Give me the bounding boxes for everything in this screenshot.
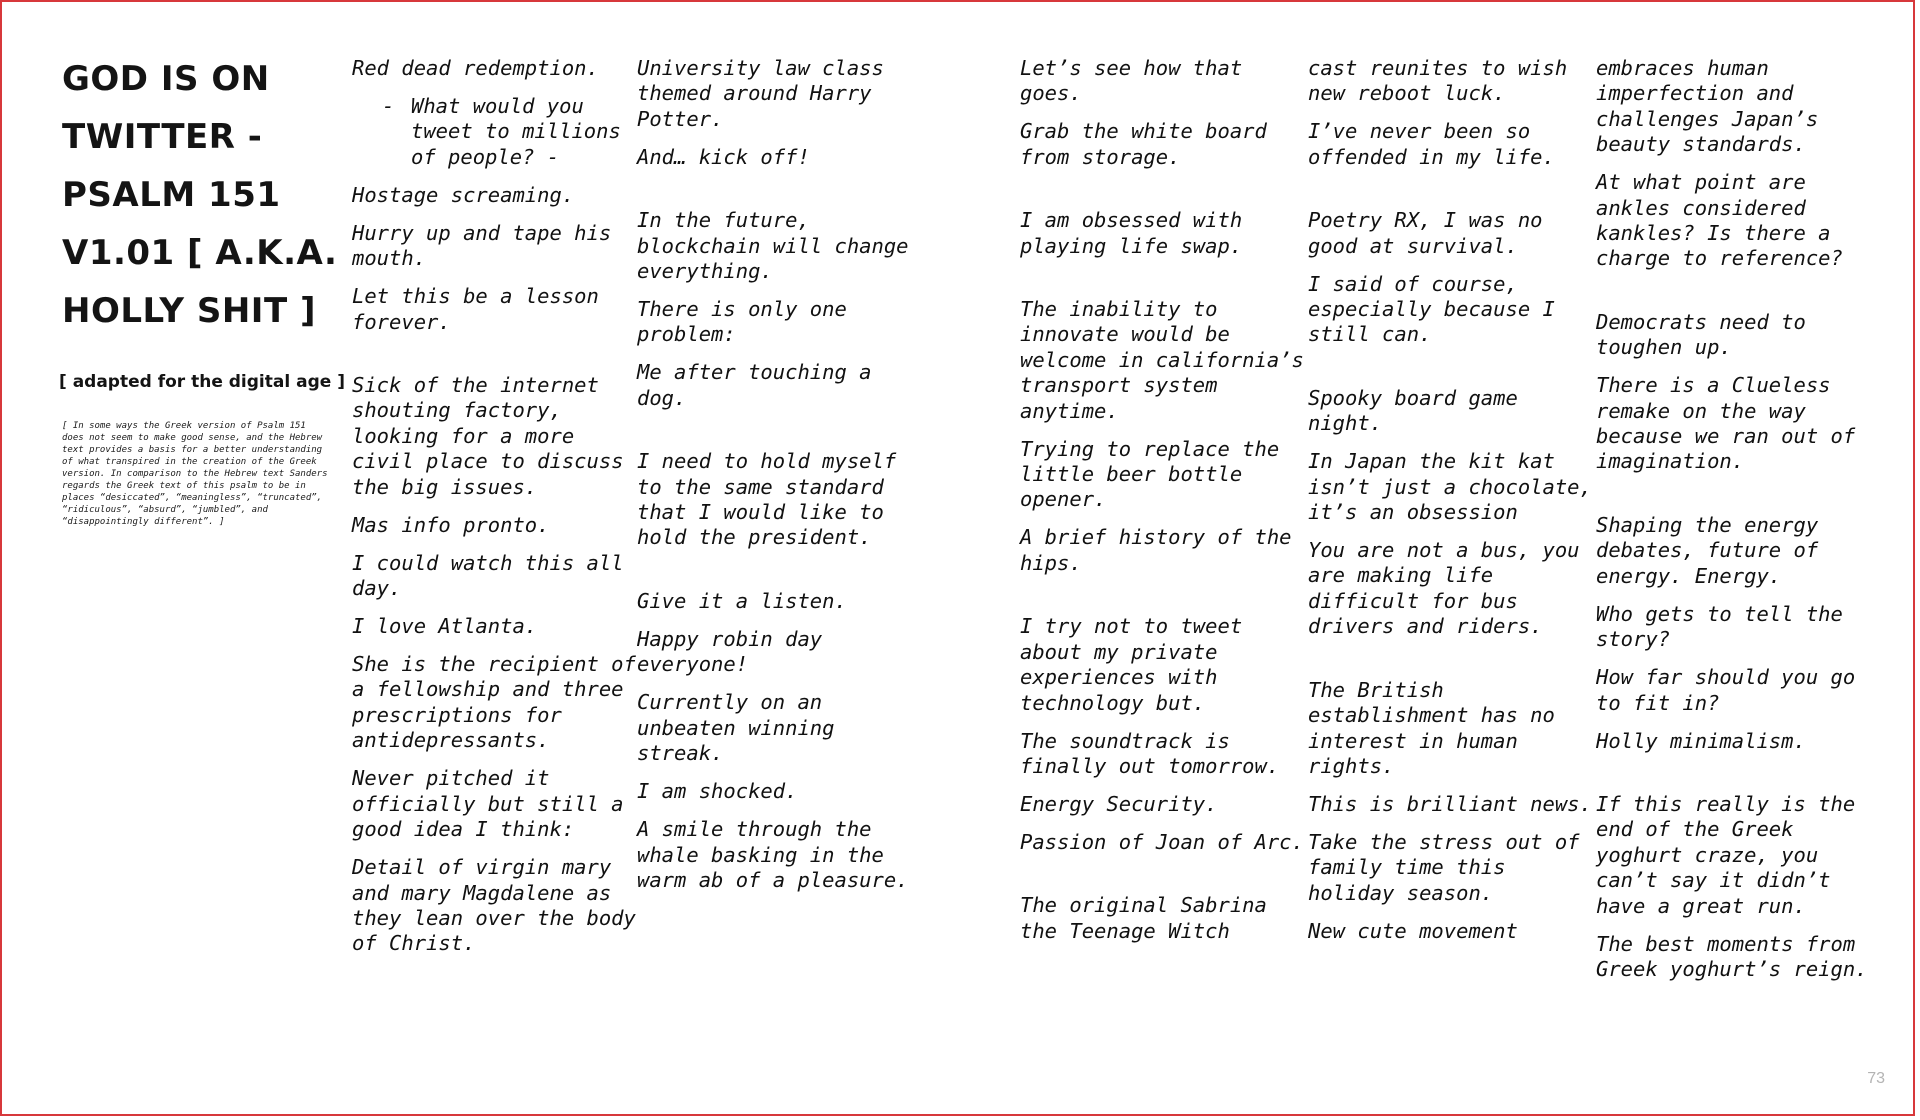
tweet-line: Me after touching a dog. <box>637 360 872 410</box>
tweet-line: Red dead redemption. <box>352 56 599 80</box>
tweet-line: Spooky board game night. <box>1308 385 1518 436</box>
tweet-line: I said of course, especially because I still can. <box>1308 271 1555 347</box>
tweet-line: In Japan the kit kat isn’t just a chocolate, it’s an obsession <box>1308 449 1592 525</box>
tweet-line: The British establishment has no interest in human rights. <box>1308 677 1555 778</box>
tweet-line: Shaping the energy debates, future of energy. Energy. <box>1596 512 1819 588</box>
tweet-line: I am shocked. <box>637 779 798 804</box>
tweet-line: Currently on an unbeaten winning streak. <box>637 690 835 766</box>
tweet-line: I love Atlanta. <box>352 614 538 639</box>
text-column-5 <box>1596 56 1886 995</box>
text-column-1 <box>352 56 642 969</box>
tweet-line: If this really is the end of the Greek yoghurt craze, you can’t say it didn’t have a great run. <box>1596 791 1856 918</box>
tweet-line: Give it a listen. <box>637 588 847 613</box>
tweet-line: Hostage screaming. <box>352 182 575 207</box>
text-column-3 <box>1020 56 1310 957</box>
tweet-line: University law class themed around Harry Potter. <box>637 56 884 131</box>
tweet-line: Who gets to tell the story? <box>1596 601 1843 652</box>
tweet-line: Let’s see how that goes. <box>1020 56 1243 106</box>
title-line: HOLLY SHIT ] <box>62 291 317 331</box>
tweet-line: The original Sabrina the Teenage Witch <box>1020 893 1267 943</box>
tweet-line: There is only one problem: <box>637 297 847 347</box>
tweet-line: A brief history of the hips. <box>1020 525 1292 575</box>
tweet-line: At what point are ankles considered kankles? Is there a charge to reference? <box>1596 170 1843 271</box>
tweet-line: Democrats need to toughen up. <box>1596 309 1806 360</box>
tweet-line: Mas info pronto. <box>352 512 550 537</box>
title-line: V1.01 [ A.K.A. <box>62 233 338 273</box>
tweet-line: Happy robin day everyone! <box>637 626 823 677</box>
tweet-line: A smile through the whale basking in the warm ab of a pleasure. <box>637 817 909 892</box>
tweet-line: In the future, blockchain will change everything. <box>637 208 909 284</box>
tweet-line: cast reunites to wish new reboot luck. <box>1308 56 1568 106</box>
tweet-line: The inability to innovate would be welcome in california’s transport system anytime. <box>1020 297 1304 423</box>
tweet-line: The soundtrack is finally out tomorrow. <box>1020 728 1280 778</box>
tweet-line: You are not a bus, you are making life difficult for bus drivers and riders. <box>1308 538 1580 639</box>
text-column-4 <box>1308 56 1598 957</box>
tweet-line: This is brilliant news. <box>1308 791 1592 816</box>
tweet-line: embraces human imperfection and challenges Japan’s beauty standards. <box>1596 56 1819 157</box>
tweet-line: Energy Security. <box>1020 791 1218 816</box>
tweet-line: Never pitched it officially but still a good idea I think: <box>352 766 624 842</box>
page-title <box>62 50 338 340</box>
tweet-line: I need to hold myself to the same standard that I would like to hold the president. <box>637 449 897 550</box>
tweet-line: Trying to replace the little beer bottle opener. <box>1020 436 1280 512</box>
tweet-line: And… kick off! <box>637 144 810 169</box>
tweet-line: How far should you go to fit in? <box>1596 665 1856 715</box>
subtitle: [ adapted for the digital age ] <box>59 372 345 392</box>
tweet-line: Passion of Joan of Arc. <box>1020 829 1304 854</box>
tweet-line: Sick of the internet shouting factory, looking for a more civil place to discuss the big issues. <box>352 373 624 499</box>
page-number: 73 <box>1867 1070 1885 1087</box>
title-line: GOD IS ON <box>62 59 270 99</box>
tweet-line: Poetry RX, I was no good at survival. <box>1308 208 1543 258</box>
tweet-line: Detail of virgin mary and mary Magdalene as they lean over the body of Christ. <box>352 855 636 956</box>
tweet-line: There is a Clueless remake on the way because we ran out of imagination. <box>1596 373 1856 474</box>
title-line: PSALM 151 <box>62 175 281 215</box>
tweet-line-indented <box>352 94 642 170</box>
tweet-line: She is the recipient of a fellowship and three prescriptions for antidepressants. <box>352 652 636 753</box>
tweet-line: Let this be a lesson forever. <box>352 284 599 334</box>
text-column-2 <box>637 56 927 906</box>
tweet-line: I could watch this all day. <box>352 550 624 601</box>
tweet-line: I’ve never been so offended in my life. <box>1308 119 1555 169</box>
dash-mark: - <box>382 94 395 118</box>
tweet-line: I am obsessed with playing life swap. <box>1020 208 1243 258</box>
tweet-line: New cute movement <box>1308 918 1518 943</box>
tweet-line: Holly minimalism. <box>1596 728 1806 753</box>
tweet-line: Take the stress out of family time this holiday season. <box>1308 829 1580 905</box>
tweet-line: I try not to tweet about my private experiences with technology but. <box>1020 614 1243 715</box>
tweet-line: What would you tweet to millions of people? - <box>411 94 621 169</box>
title-line: TWITTER - <box>62 117 263 157</box>
tweet-line: The best moments from Greek yoghurt’s reign. <box>1596 931 1868 981</box>
tweet-line: Grab the white board from storage. <box>1020 119 1267 169</box>
editorial-note: [ In some ways the Greek version of Psalm 151 does not seem to make good sense, and the Hebrew text provides a basis for a better understanding of what transpired in the creation of the Greek version. In comparison to the Hebrew text Sanders regards the Greek text of this psalm to be in places “desiccated”, “meaningless”, “truncated”, “ridiculous”, “absurd”, “jumbled”, and “disappointingly different”. ] <box>62 421 328 527</box>
tweet-line: Hurry up and tape his mouth. <box>352 220 612 271</box>
